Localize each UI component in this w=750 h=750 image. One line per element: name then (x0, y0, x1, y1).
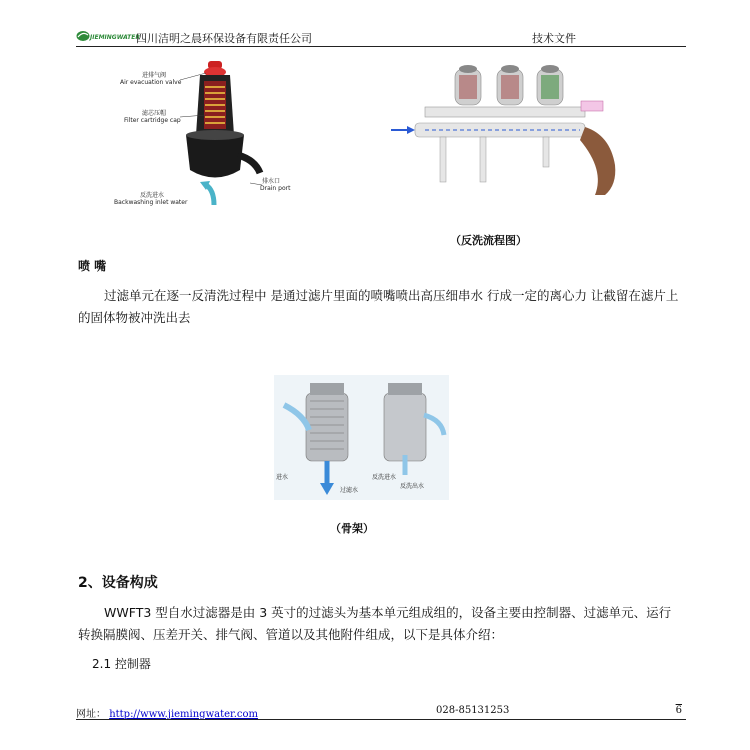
page-header (76, 28, 686, 47)
figure3-caption: （骨架） (330, 522, 374, 535)
label-cap-cn: 滤芯压帽 (142, 110, 167, 117)
footer-divider (76, 719, 686, 720)
skeleton-figure (274, 375, 449, 500)
document-type: 技术文件 (532, 32, 576, 45)
subsection-controller: 2.1 控制器 (92, 657, 151, 671)
backwash-flow-figure (385, 55, 625, 200)
url-label: 网址： (76, 709, 106, 720)
company-name: 四川洁明之晨环保设备有限责任公司 (136, 32, 312, 45)
label-cap-en: Filter cartridge cap (124, 117, 181, 124)
page-number: 6 (675, 705, 682, 716)
label-back-cn: 反洗进水 (140, 192, 165, 199)
logo-text: JIEMINGWATER (90, 34, 140, 41)
filter-heads (455, 65, 563, 105)
section-title-equipment: 2、设备构成 (78, 575, 158, 591)
filter-cutaway-figure (110, 55, 290, 215)
label-back-in: 反洗进水 (372, 474, 397, 481)
phone-number: 028-85131253 (436, 705, 510, 716)
section-title-nozzle: 喷 嘴 (78, 259, 107, 273)
label-filter-water: 过滤水 (340, 487, 359, 494)
label-back-en: Backwashing inlet water (114, 199, 188, 206)
label-back-out: 反洗出水 (400, 483, 425, 490)
company-logo-icon (76, 29, 140, 43)
label-air-cn: 进排气阀 (142, 72, 167, 79)
label-drain-en: Drain port (260, 185, 291, 192)
nozzle-paragraph: 过滤单元在逐一反清洗过程中 是通过滤片里面的喷嘴喷出高压细串水 行成一定的离心力 让截留在滤片上的固体物被冲洗出去 (78, 288, 679, 325)
label-air-en: Air evacuation valve (120, 79, 182, 86)
page-footer (76, 705, 686, 719)
label-water-in: 进水 (276, 474, 289, 481)
equipment-paragraph: WWFT3 型自水过滤器是由 3 英寸的过滤头为基本单元组成组的，设备主要由控制器、过滤单元、运行转换隔膜阀、压差开关、排气阀、管道以及其他附件组成，以下是具体介绍： (78, 605, 672, 642)
label-drain-cn: 排水口 (262, 178, 281, 185)
website-link[interactable]: http://www.jiemingwater.com (109, 709, 259, 720)
figure2-caption: （反洗流程图） (450, 234, 527, 247)
